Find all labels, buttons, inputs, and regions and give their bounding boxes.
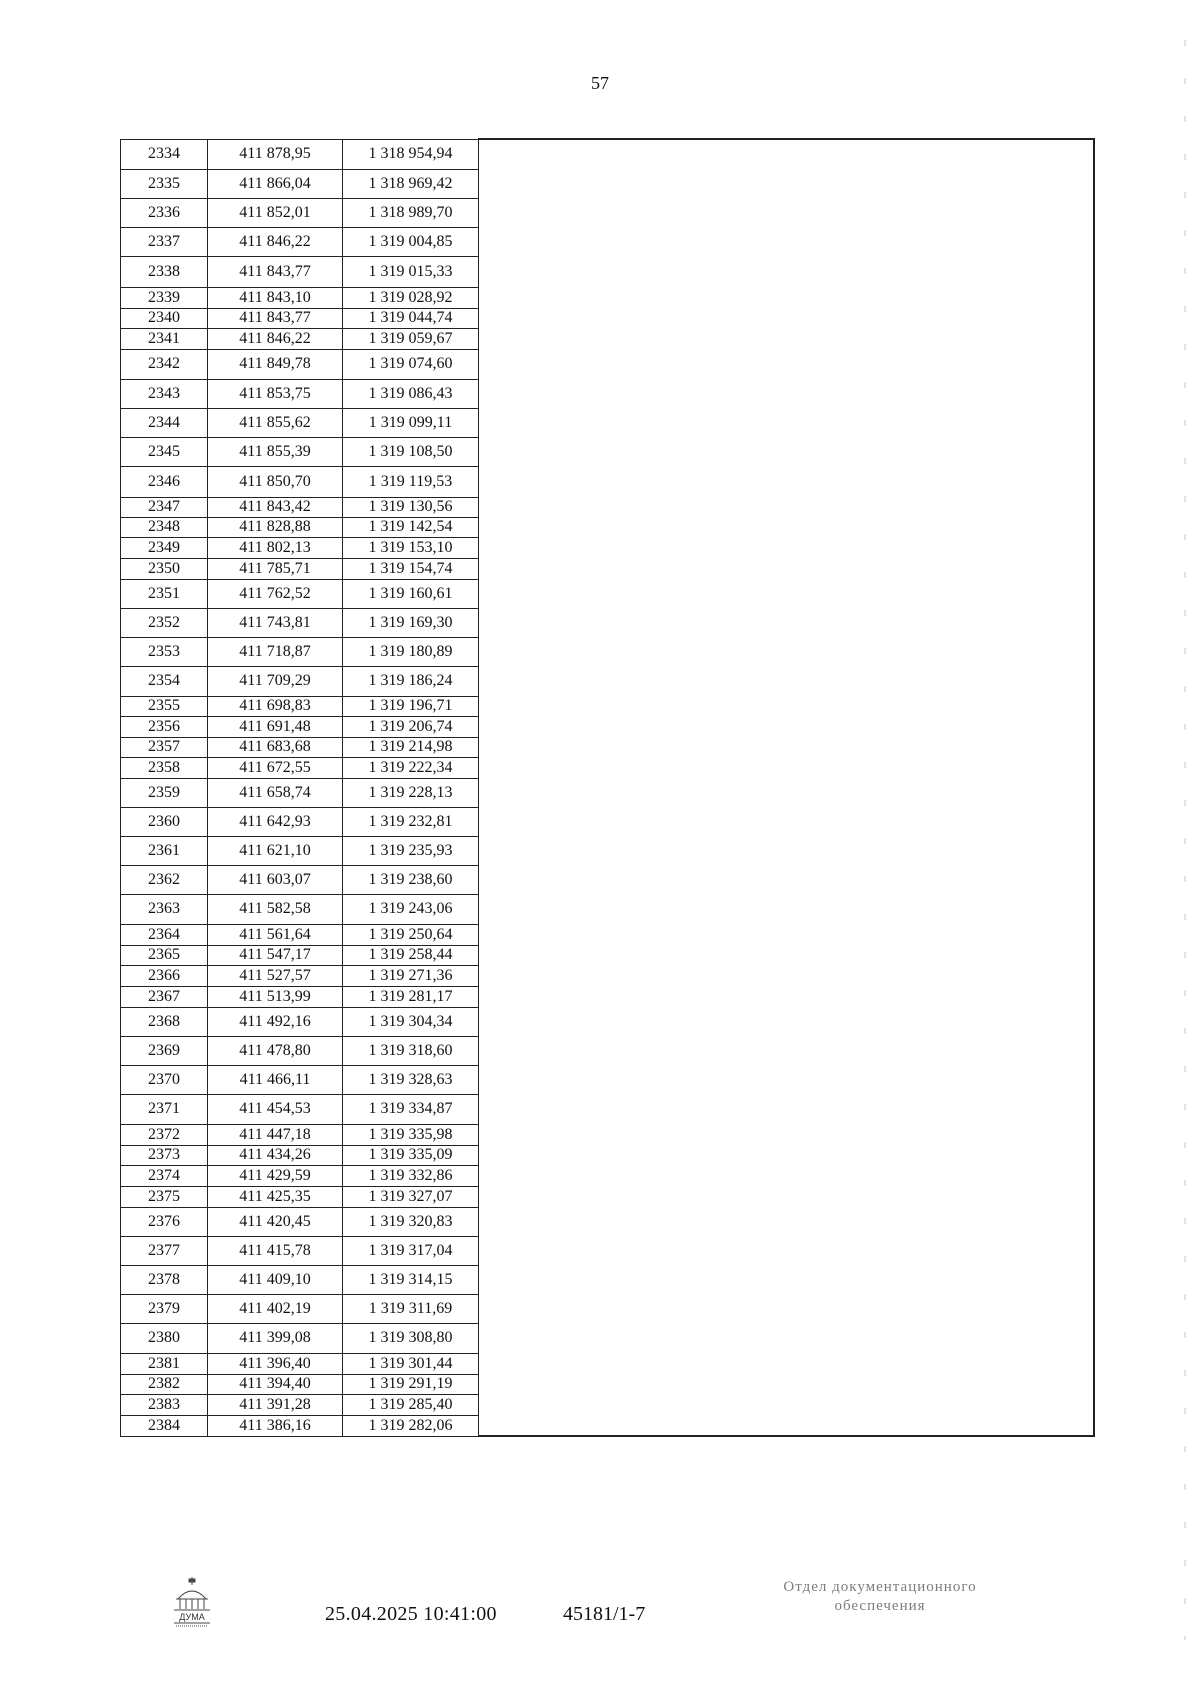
y-coordinate-cell: 1 319 154,74 (343, 558, 479, 579)
point-number-cell: 2335 (121, 169, 208, 198)
y-coordinate-cell: 1 319 328,63 (343, 1065, 479, 1094)
x-coordinate-cell: 411 672,55 (208, 757, 343, 778)
point-number-cell: 2336 (121, 198, 208, 227)
department-stamp (730, 1578, 1030, 1616)
point-number-cell: 2339 (121, 287, 208, 308)
y-coordinate-cell: 1 319 301,44 (343, 1353, 479, 1374)
x-coordinate-cell: 411 582,58 (208, 894, 343, 924)
x-coordinate-cell: 411 855,62 (208, 408, 343, 437)
x-coordinate-cell: 411 843,10 (208, 287, 343, 308)
point-number-cell: 2360 (121, 807, 208, 836)
y-coordinate-cell: 1 319 238,60 (343, 865, 479, 894)
x-coordinate-cell: 411 447,18 (208, 1124, 343, 1145)
point-number-cell: 2381 (121, 1353, 208, 1374)
y-coordinate-cell: 1 319 304,34 (343, 1007, 479, 1036)
y-coordinate-cell: 1 319 160,61 (343, 579, 479, 608)
y-coordinate-cell: 1 319 320,83 (343, 1207, 479, 1236)
point-number-cell: 2350 (121, 558, 208, 579)
x-coordinate-cell: 411 785,71 (208, 558, 343, 579)
point-number-cell: 2379 (121, 1294, 208, 1323)
x-coordinate-cell: 411 603,07 (208, 865, 343, 894)
table-row (121, 139, 1095, 169)
x-coordinate-cell: 411 853,75 (208, 379, 343, 408)
point-number-cell: 2369 (121, 1036, 208, 1065)
x-coordinate-cell: 411 852,01 (208, 198, 343, 227)
x-coordinate-cell: 411 425,35 (208, 1186, 343, 1207)
footer-doc-number: 45181/1-7 (563, 1603, 646, 1625)
x-coordinate-cell: 411 866,04 (208, 169, 343, 198)
x-coordinate-cell: 411 466,11 (208, 1065, 343, 1094)
y-coordinate-cell: 1 319 282,06 (343, 1415, 479, 1436)
point-number-cell: 2345 (121, 437, 208, 466)
point-number-cell: 2347 (121, 497, 208, 517)
x-coordinate-cell: 411 561,64 (208, 924, 343, 945)
point-number-cell: 2371 (121, 1094, 208, 1124)
y-coordinate-cell: 1 319 281,17 (343, 986, 479, 1007)
x-coordinate-cell: 411 409,10 (208, 1265, 343, 1294)
y-coordinate-cell: 1 318 954,94 (343, 139, 479, 169)
x-coordinate-cell: 411 843,77 (208, 308, 343, 328)
point-number-cell: 2341 (121, 328, 208, 349)
point-number-cell: 2352 (121, 608, 208, 637)
x-coordinate-cell: 411 527,57 (208, 965, 343, 986)
y-coordinate-cell: 1 319 108,50 (343, 437, 479, 466)
x-coordinate-cell: 411 846,22 (208, 227, 343, 256)
empty-column (479, 139, 1095, 1436)
point-number-cell: 2354 (121, 666, 208, 696)
y-coordinate-cell: 1 319 235,93 (343, 836, 479, 865)
y-coordinate-cell: 1 319 222,34 (343, 757, 479, 778)
x-coordinate-cell: 411 492,16 (208, 1007, 343, 1036)
x-coordinate-cell: 411 850,70 (208, 466, 343, 497)
y-coordinate-cell: 1 319 314,15 (343, 1265, 479, 1294)
x-coordinate-cell: 411 802,13 (208, 537, 343, 558)
x-coordinate-cell: 411 394,40 (208, 1374, 343, 1394)
y-coordinate-cell: 1 319 335,98 (343, 1124, 479, 1145)
point-number-cell: 2344 (121, 408, 208, 437)
x-coordinate-cell: 411 399,08 (208, 1323, 343, 1353)
y-coordinate-cell: 1 319 271,36 (343, 965, 479, 986)
y-coordinate-cell: 1 319 228,13 (343, 778, 479, 807)
point-number-cell: 2356 (121, 716, 208, 737)
x-coordinate-cell: 411 658,74 (208, 778, 343, 807)
x-coordinate-cell: 411 849,78 (208, 349, 343, 379)
x-coordinate-cell: 411 718,87 (208, 637, 343, 666)
x-coordinate-cell: 411 743,81 (208, 608, 343, 637)
y-coordinate-cell: 1 319 334,87 (343, 1094, 479, 1124)
point-number-cell: 2365 (121, 945, 208, 965)
x-coordinate-cell: 411 691,48 (208, 716, 343, 737)
point-number-cell: 2358 (121, 757, 208, 778)
point-number-cell: 2384 (121, 1415, 208, 1436)
x-coordinate-cell: 411 415,78 (208, 1236, 343, 1265)
point-number-cell: 2372 (121, 1124, 208, 1145)
y-coordinate-cell: 1 318 969,42 (343, 169, 479, 198)
x-coordinate-cell: 411 846,22 (208, 328, 343, 349)
x-coordinate-cell: 411 402,19 (208, 1294, 343, 1323)
point-number-cell: 2378 (121, 1265, 208, 1294)
coordinates-table (120, 138, 1095, 1437)
point-number-cell: 2374 (121, 1165, 208, 1186)
point-number-cell: 2340 (121, 308, 208, 328)
y-coordinate-cell: 1 319 232,81 (343, 807, 479, 836)
point-number-cell: 2338 (121, 256, 208, 287)
y-coordinate-cell: 1 319 153,10 (343, 537, 479, 558)
x-coordinate-cell: 411 843,42 (208, 497, 343, 517)
y-coordinate-cell: 1 319 308,80 (343, 1323, 479, 1353)
y-coordinate-cell: 1 319 059,67 (343, 328, 479, 349)
x-coordinate-cell: 411 513,99 (208, 986, 343, 1007)
stamp-line-1: Отдел документационного (783, 1579, 977, 1595)
x-coordinate-cell: 411 828,88 (208, 517, 343, 537)
point-number-cell: 2376 (121, 1207, 208, 1236)
point-number-cell: 2382 (121, 1374, 208, 1394)
y-coordinate-cell: 1 319 318,60 (343, 1036, 479, 1065)
y-coordinate-cell: 1 319 028,92 (343, 287, 479, 308)
y-coordinate-cell: 1 319 044,74 (343, 308, 479, 328)
logo-text: ДУМА (179, 1612, 205, 1622)
x-coordinate-cell: 411 396,40 (208, 1353, 343, 1374)
point-number-cell: 2366 (121, 965, 208, 986)
y-coordinate-cell: 1 319 214,98 (343, 737, 479, 757)
point-number-cell: 2348 (121, 517, 208, 537)
y-coordinate-cell: 1 319 186,24 (343, 666, 479, 696)
x-coordinate-cell: 411 698,83 (208, 696, 343, 716)
x-coordinate-cell: 411 429,59 (208, 1165, 343, 1186)
y-coordinate-cell: 1 319 250,64 (343, 924, 479, 945)
point-number-cell: 2377 (121, 1236, 208, 1265)
point-number-cell: 2380 (121, 1323, 208, 1353)
state-duma-emblem-icon (170, 1575, 214, 1631)
y-coordinate-cell: 1 319 142,54 (343, 517, 479, 537)
y-coordinate-cell: 1 319 327,07 (343, 1186, 479, 1207)
y-coordinate-cell: 1 319 130,56 (343, 497, 479, 517)
y-coordinate-cell: 1 319 099,11 (343, 408, 479, 437)
y-coordinate-cell: 1 319 086,43 (343, 379, 479, 408)
x-coordinate-cell: 411 762,52 (208, 579, 343, 608)
point-number-cell: 2349 (121, 537, 208, 558)
point-number-cell: 2343 (121, 379, 208, 408)
point-number-cell: 2363 (121, 894, 208, 924)
y-coordinate-cell: 1 319 332,86 (343, 1165, 479, 1186)
point-number-cell: 2361 (121, 836, 208, 865)
y-coordinate-cell: 1 319 311,69 (343, 1294, 479, 1323)
y-coordinate-cell: 1 319 074,60 (343, 349, 479, 379)
point-number-cell: 2375 (121, 1186, 208, 1207)
x-coordinate-cell: 411 642,93 (208, 807, 343, 836)
y-coordinate-cell: 1 319 169,30 (343, 608, 479, 637)
x-coordinate-cell: 411 709,29 (208, 666, 343, 696)
y-coordinate-cell: 1 319 258,44 (343, 945, 479, 965)
y-coordinate-cell: 1 319 317,04 (343, 1236, 479, 1265)
point-number-cell: 2359 (121, 778, 208, 807)
y-coordinate-cell: 1 319 285,40 (343, 1394, 479, 1415)
x-coordinate-cell: 411 547,17 (208, 945, 343, 965)
y-coordinate-cell: 1 319 196,71 (343, 696, 479, 716)
y-coordinate-cell: 1 319 004,85 (343, 227, 479, 256)
y-coordinate-cell: 1 318 989,70 (343, 198, 479, 227)
page-number: 57 (591, 73, 609, 93)
x-coordinate-cell: 411 683,68 (208, 737, 343, 757)
point-number-cell: 2383 (121, 1394, 208, 1415)
point-number-cell: 2357 (121, 737, 208, 757)
y-coordinate-cell: 1 319 206,74 (343, 716, 479, 737)
x-coordinate-cell: 411 391,28 (208, 1394, 343, 1415)
point-number-cell: 2373 (121, 1145, 208, 1165)
x-coordinate-cell: 411 843,77 (208, 256, 343, 287)
point-number-cell: 2355 (121, 696, 208, 716)
point-number-cell: 2346 (121, 466, 208, 497)
point-number-cell: 2334 (121, 139, 208, 169)
y-coordinate-cell: 1 319 243,06 (343, 894, 479, 924)
y-coordinate-cell: 1 319 180,89 (343, 637, 479, 666)
y-coordinate-cell: 1 319 335,09 (343, 1145, 479, 1165)
x-coordinate-cell: 411 478,80 (208, 1036, 343, 1065)
point-number-cell: 2368 (121, 1007, 208, 1036)
x-coordinate-cell: 411 878,95 (208, 139, 343, 169)
x-coordinate-cell: 411 855,39 (208, 437, 343, 466)
x-coordinate-cell: 411 454,53 (208, 1094, 343, 1124)
x-coordinate-cell: 411 434,26 (208, 1145, 343, 1165)
point-number-cell: 2364 (121, 924, 208, 945)
point-number-cell: 2370 (121, 1065, 208, 1094)
y-coordinate-cell: 1 319 291,19 (343, 1374, 479, 1394)
point-number-cell: 2353 (121, 637, 208, 666)
point-number-cell: 2367 (121, 986, 208, 1007)
footer-datetime: 25.04.2025 10:41:00 (325, 1603, 497, 1625)
stamp-line-2: обеспечения (834, 1597, 926, 1614)
table-body (121, 139, 1095, 1436)
point-number-cell: 2362 (121, 865, 208, 894)
y-coordinate-cell: 1 319 015,33 (343, 256, 479, 287)
x-coordinate-cell: 411 386,16 (208, 1415, 343, 1436)
scan-edge-artifact (1184, 40, 1186, 1640)
point-number-cell: 2337 (121, 227, 208, 256)
x-coordinate-cell: 411 621,10 (208, 836, 343, 865)
point-number-cell: 2342 (121, 349, 208, 379)
x-coordinate-cell: 411 420,45 (208, 1207, 343, 1236)
y-coordinate-cell: 1 319 119,53 (343, 466, 479, 497)
point-number-cell: 2351 (121, 579, 208, 608)
